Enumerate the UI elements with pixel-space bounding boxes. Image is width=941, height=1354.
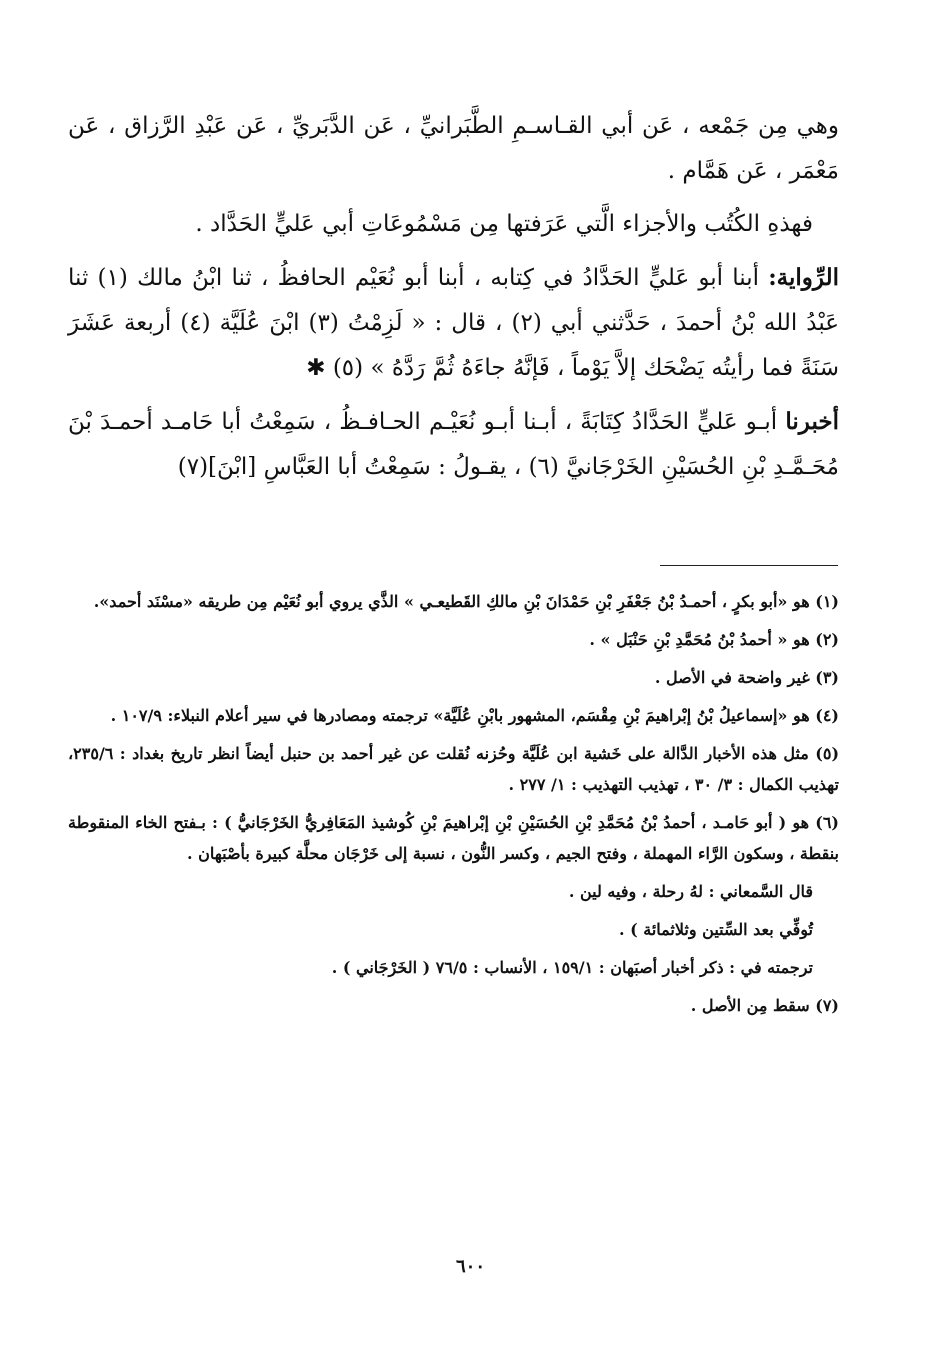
footnotes	[68, 586, 839, 1028]
riwaya-text: أبنا أبو عَليٍّ الحَدَّادُ في كِتابه ، أبنا أبو نُعَيْم الحافظُ ، ثنا ابْنُ مالك (١) ثنا عَبْدُ الله بْنُ أحمدَ ، حَدَّثني أبي (٢) ، قال : « لَزِمْتُ (٣) ابْنَ عُلَيَّة (٤) أربعة عَشَرَ سَنَةً فما رأيتُه يَضْحَك إلاَّ يَوْماً ، فَإنَّهُ جاءَهُ ثُمَّ رَدَّهُ » (٥) ✱	[68, 265, 840, 381]
main-text	[68, 104, 839, 498]
footnote-7: (٧) سقط مِن الأصل .	[690, 996, 839, 1015]
footnote-6-note-samani: قال السَّمعاني : لهُ رحلة ، وفيه لين .	[568, 882, 813, 901]
paragraph-akhbarana	[68, 399, 839, 490]
footnote-2: (٢) هو « أحمدُ بْنُ مُحَمَّدِ بْنِ حَنْبَل » .	[589, 630, 839, 649]
riwaya-heading: الرِّواية:	[768, 264, 839, 291]
footnote-6: (٦) هو ( أبو حَامـد ، أحمدُ بْنُ مُحَمَّدِ بْنِ الحُسَيْنِ بْنِ إبْراهيمَ بْنِ كُوشيذ المَعَافِريُّ الخَرْجَانيُّ ) : بـفتح الخاء المنقوطة بنقطة ، وسكون الرَّاء المهملة ، وفتح الجيم ، وكسر النُّون ، نسبة إلى خَرْجَان محلَّة كبيرة بأصْبَهان .	[68, 813, 839, 863]
footnote-5: (٥) مثل هذه الأخبار الدَّالة على خَشية ابن عُلَيَّة وحُزنه نُقلت عن غير أحمد بن حنبل أيضاً انظر تاريخ بغداد : ٢٣٥/٦، تهذيب الكمال : ٣/ ٣٠ ، تهذيب التهذيب : ١/ ٢٧٧ .	[68, 744, 840, 794]
footnote-3: (٣) غير واضحة في الأصل .	[654, 668, 839, 687]
paragraph-summary: فهذهِ الكُتُب والأجزاء الَّتي عَرَفتها مِن مَسْمُوعَاتِ أبي عَليٍّ الحَدَّاد .	[195, 211, 813, 237]
paragraph-chain: وهي مِن جَمْعه ، عَن أبي القـاسـمِ الطَّبَرانيِّ ، عَن الدَّبَريِّ ، عَن عَبْدِ الرَّزاق ، عَن مَعْمَر ، عَن هَمَّام .	[68, 113, 839, 184]
footnote-1: (١) هو «أبو بكرٍ ، أحمـدُ بْنُ جَعْفَرِ بْنِ حَمْدَانَ بْنِ مالكِ القَطيعـي » الذَّي يروي أبو نُعَيْم مِن طريقه «مسْنَد أحمد».	[93, 592, 839, 611]
footnote-6-note-sources: ترجمته في : ذكر أخبار أصبَهان : ١٥٩/١ ، الأنساب : ٧٦/٥ ( الخَرْجَاني ) .	[331, 958, 813, 977]
footnote-4: (٤) هو «إسماعيلُ بْنُ إبْراهيمَ بْنِ مِقْسَم، المشهور بابْنِ عُلَيَّة» ترجمته ومصادرها في سير أعلام النبلاء: ١٠٧/٩ .	[110, 706, 839, 725]
paragraph-riwaya	[68, 255, 839, 391]
page-number: ٦٠٠	[455, 1256, 485, 1277]
akhbarana-heading: أخبرنا	[785, 408, 839, 435]
footnote-6-note-death: تُوفِّي بعد السِّتين وثلاثمائة ) .	[618, 920, 813, 939]
akhbarana-text: أبـو عَليٍّ الحَدَّادُ كِتَابَةً ، أبـنا أبـو نُعَيْـم الحـافـظُ ، سَمِعْتُ أبا حَامـد أحمـدَ بْنَ مُحَـمَّـدِ بْنِ الحُسَيْنِ الخَرْجَانيَّ (٦) ، يقـولُ : سَمِعْتُ أبا العَبَّاسِ [ابْنَ](٧)	[68, 409, 839, 480]
footnote-separator	[660, 565, 838, 566]
